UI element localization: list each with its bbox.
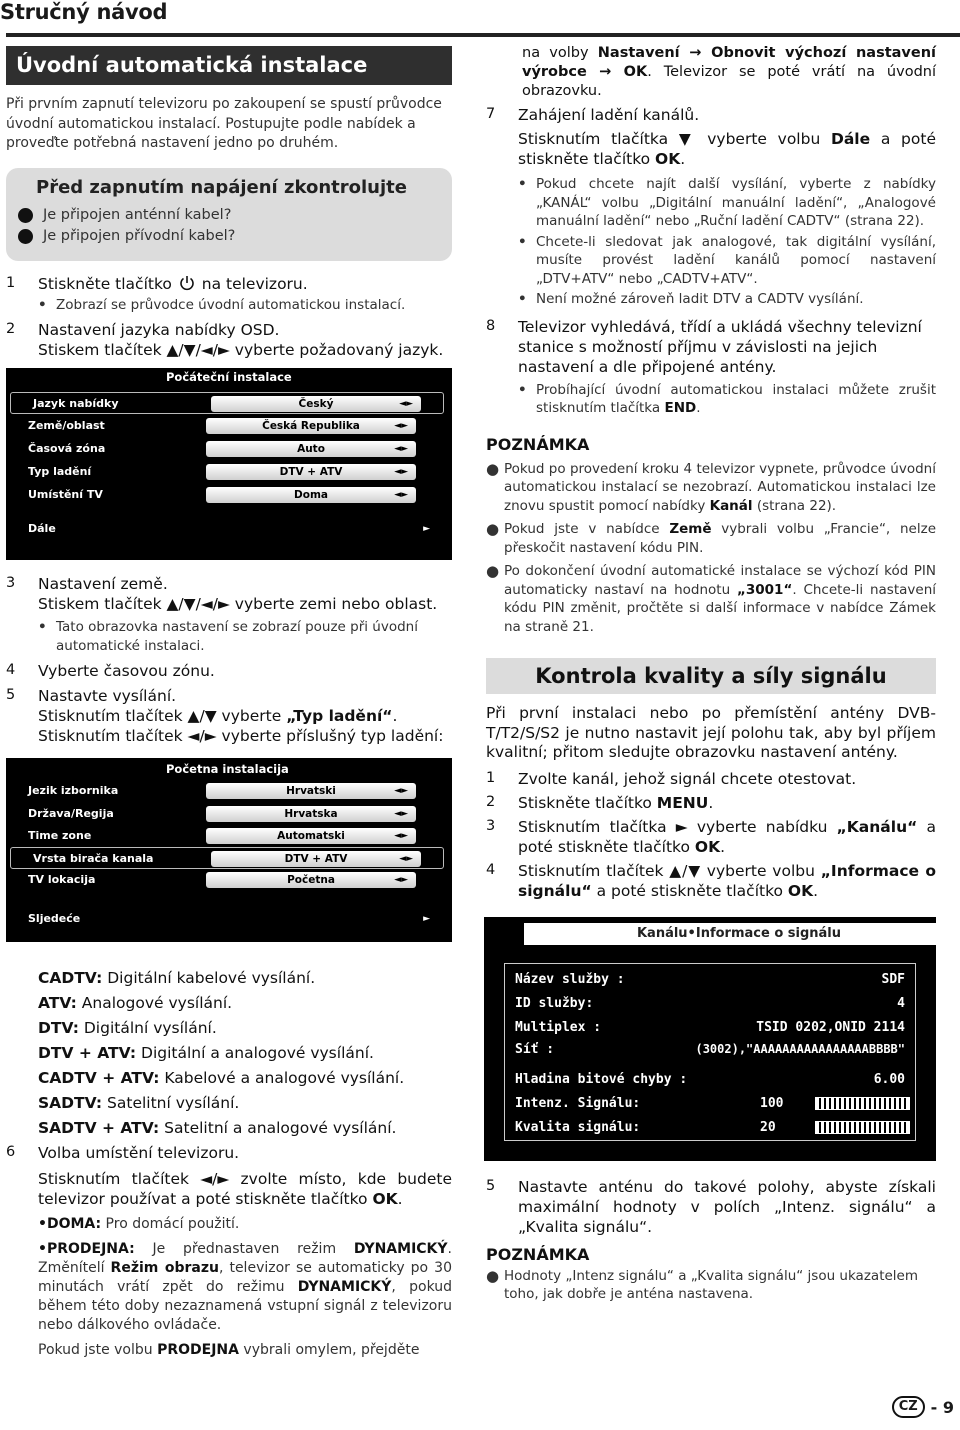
screen-title: Početna instalacija: [166, 762, 289, 776]
left-column: [6, 46, 452, 1359]
section-title: Úvodní automatická instalace: [6, 46, 452, 85]
definition: SADTV + ATV: Satelitní a analogové vysílání.: [38, 1119, 397, 1137]
signal-row: ID služby: 4: [515, 995, 905, 1011]
bullet-dot-icon: [18, 229, 33, 244]
note-item: ● Po dokončení úvodní automatické instalace se výchozí kód PIN automaticky nastaví na hodnotu „3001“. Chcete-li nastavení kódu PIN změnit, pročtěte si další informace v nabídce Zámek na straně 21.: [486, 562, 937, 635]
next-label[interactable]: Sljedeće: [28, 912, 81, 925]
definition: DTV + ATV: Digitální a analogové vysílání.: [38, 1044, 374, 1062]
signal-row: Multiplex : TSID 0202,ONID 2114: [515, 1019, 905, 1035]
strength-bar: [815, 1097, 910, 1110]
step-1: 1 Stiskněte tlačítko na televizoru. • Zobrazí se průvodce úvodní automatickou instalací.: [6, 274, 406, 313]
continuation-text: na volby Nastavení → Obnovit výchozí nastavení výrobce → OK. Televizor se poté vrátí na úvodní obrazovku.: [522, 45, 937, 99]
step-6: 6 Volba umístění televizoru. Stisknutím tlačítek ◄/► zvolte místo, kde budete televizor používat a poté stiskněte tlačítko OK. •DOMA: Pro domácí použití. •PRODEJNA: Je přednastaven režim DYNAMICKÝ. Změnítelí Režim obrazu, televizor se automaticky po 30 minutách vrátí zpět do režimu DYNAMICKÝ, pokud během této doby nezaznamená vstupní signál z televizoru nebo dálkového ovládače. Pokud jste volbu PRODEJNA vybrali omylem, přejděte: [6, 1144, 452, 1358]
screen-row[interactable]: Vrsta birača kanala DTV + ATV ◄►: [10, 847, 444, 869]
definition: SADTV: Satelitní vysílání.: [38, 1094, 240, 1112]
signal-step-2: 2 Stiskněte tlačítko MENU.: [486, 793, 714, 812]
signal-row: Název služby : SDF: [515, 971, 905, 987]
check-item: Je připojen anténní kabel?: [18, 205, 440, 226]
power-icon: [179, 275, 195, 291]
arrow-right-icon: ►: [423, 524, 430, 534]
intro-text: Při prvním zapnutí televizoru po zakoupení se spustí průvodce úvodní automatickou instalací. Postupujte podle nabídek a proveďte potřebná nastavení jedno po druhém.: [6, 96, 442, 151]
screen-row[interactable]: Jezik izbornika Hrvatski ◄►: [6, 780, 452, 802]
screen-row[interactable]: Země/oblast Česká Republika ◄►: [6, 415, 452, 437]
signal-step-5: 5 Nastavte anténu do takové polohy, abyste získali maximální hodnoty v polích „Intenz. signálu“ a „Kvalita signálu“.: [486, 1177, 936, 1236]
signal-intro: Při první instalaci nebo po přemístění antény DVB-T/T2/S/S2 je nutno nastavit její polohu tak, aby byl příjem kvalitní; přitom sledujte obrazovku nastavení antény.: [486, 704, 936, 761]
header-rule: [6, 33, 960, 37]
definition: CADTV + ATV: Kabelové a analogové vysílání.: [38, 1069, 405, 1087]
step-5: 5 Nastavte vysílání. Stisknutím tlačítek ▲/▼ vyberte „Typ ladění“. Stisknutím tlačítek ◄/► vyberte příslušný typ ladění:: [6, 687, 444, 745]
screen-row[interactable]: Država/Regija Hrvatska ◄►: [6, 803, 452, 825]
note-title: POZNÁMKA: [486, 434, 590, 454]
signal-step-1: 1 Zvolte kanál, jehož signál chcete otestovat.: [486, 769, 857, 788]
screen-row[interactable]: TV lokacija Početna ◄►: [6, 869, 452, 891]
screen-title: Počáteční instalace: [166, 370, 292, 384]
language-badge: CZ: [892, 1396, 925, 1418]
screen-row[interactable]: Typ ladění DTV + ATV ◄►: [6, 461, 452, 483]
signal-section-title: Kontrola kvality a síly signálu: [486, 658, 936, 694]
note-item: ● Pokud jste v nabídce Země vybrali volbu „Francie“, nelze přeskočit nastavení kódu PIN.: [486, 520, 936, 556]
check-item: Je připojen přívodní kabel?: [18, 226, 440, 247]
signal-step-3: 3 Stisknutím tlačítka ► vyberte nabídku „Kanálu“ a poté stiskněte tlačítko OK.: [486, 817, 936, 856]
bullet-dot-icon: [18, 208, 33, 223]
page-header: Stručný návod: [0, 0, 168, 24]
check-title: Před zapnutím napájení zkontrolujte: [36, 176, 407, 198]
check-box: [6, 168, 452, 261]
definition: ATV: Analogové vysílání.: [38, 994, 233, 1012]
setup-screen-cz: [6, 368, 452, 560]
screen-row[interactable]: Jazyk nabídky Český ◄►: [10, 392, 444, 414]
right-column: [486, 44, 936, 1304]
screen-row[interactable]: Umístění TV Doma ◄►: [6, 484, 452, 506]
signal-step-4: 4 Stisknutím tlačítek ▲/▼ vyberte volbu „Informace o signálu“ a poté stiskněte tlačítko OK.: [486, 861, 936, 900]
screen-title: Kanálu•Informace o signálu: [524, 923, 954, 945]
screen-row[interactable]: Time zone Automatski ◄►: [6, 825, 452, 847]
definition: CADTV: Digitální kabelové vysílání.: [38, 969, 316, 987]
step-8: 8 Televizor vyhledává, třídí a ukládá všechny televizní stanice s možností příjmu v závislosti na jejich nastavení a dle připojené antény. • Probíhající úvodní automatickou instalaci můžete zrušit stisknutím tlačítka END.: [486, 317, 936, 416]
setup-screen-hr: [6, 758, 452, 942]
next-label[interactable]: Dále: [28, 522, 56, 535]
note-title: POZNÁMKA: [486, 1244, 590, 1264]
signal-row: Hladina bitové chyby : 6.00: [515, 1071, 905, 1087]
note-item: ● Pokud po provedení kroku 4 televizor vypnete, průvodce úvodní automatickou instalací se nezobrazí. Automatickou instalaci lze znovu spustit pomocí nabídky Kanál (strana 22).: [486, 459, 936, 514]
type-definitions: [38, 966, 452, 1141]
note-item: ● Hodnoty „Intenz signálu“ a „Kvalita signálu“ jsou ukazatelem toho, jak dobře je anténa nastavena.: [486, 1266, 918, 1302]
page-number: CZ - 9: [892, 1396, 954, 1418]
definition: DTV: Digitální vysílání.: [38, 1019, 217, 1037]
step-4: 4 Vyberte časovou zónu.: [6, 662, 215, 680]
signal-row: Intenz. Signálu: 100: [515, 1096, 905, 1111]
signal-info-box: [504, 963, 916, 1141]
step-2: 2 Nastavení jazyka nabídky OSD. Stiskem tlačítek ▲/▼/◄/► vyberte požadovaný jazyk.: [6, 321, 444, 359]
step-3: 3 Nastavení země. Stiskem tlačítek ▲/▼/◄/► vyberte zemi nebo oblast. • Tato obrazovka nastavení se zobrazí pouze při úvodní automatické instalaci.: [6, 575, 438, 654]
step-7: 7 Zahájení ladění kanálů. Stisknutím tlačítka ▼ vyberte volbu Dále a poté stiskněte tlačítko OK. • Pokud chcete najít další vysílání, vyberte z nabídky „KANÁL“ volbu „Digitální manuální ladění“, „Analogové manuální ladění“ nebo „Ruční ladění CADTV“ (strana 22). • Chcete-li sledovat jak analogové, tak digitální vysílání, musíte provést ladění kanálů pomocí nastavení „DTV+ATV“ nebo „CADTV+ATV“. • Není možné zároveň ladit DTV a CADTV vysílání.: [486, 106, 936, 307]
signal-row: Kvalita signálu: 20: [515, 1120, 905, 1135]
signal-info-screen: [484, 917, 936, 1161]
prodejna-text: •PRODEJNA: Je přednastaven režim DYNAMICKÝ. Změnítelí Režim obrazu, televizor se automaticky po 30 minutách vrátí zpět do režimu DYNAMICKÝ, pokud během této doby nezaznamená vstupní signál z televizoru nebo dálkového ovládače.: [38, 1240, 452, 1333]
arrow-right-icon: ►: [423, 914, 430, 924]
quality-bar: [815, 1121, 910, 1134]
signal-row: Síť : (3002),"AAAAAAAAAAAAAAAABBBB": [515, 1041, 905, 1057]
screen-row[interactable]: Časová zóna Auto ◄►: [6, 438, 452, 460]
